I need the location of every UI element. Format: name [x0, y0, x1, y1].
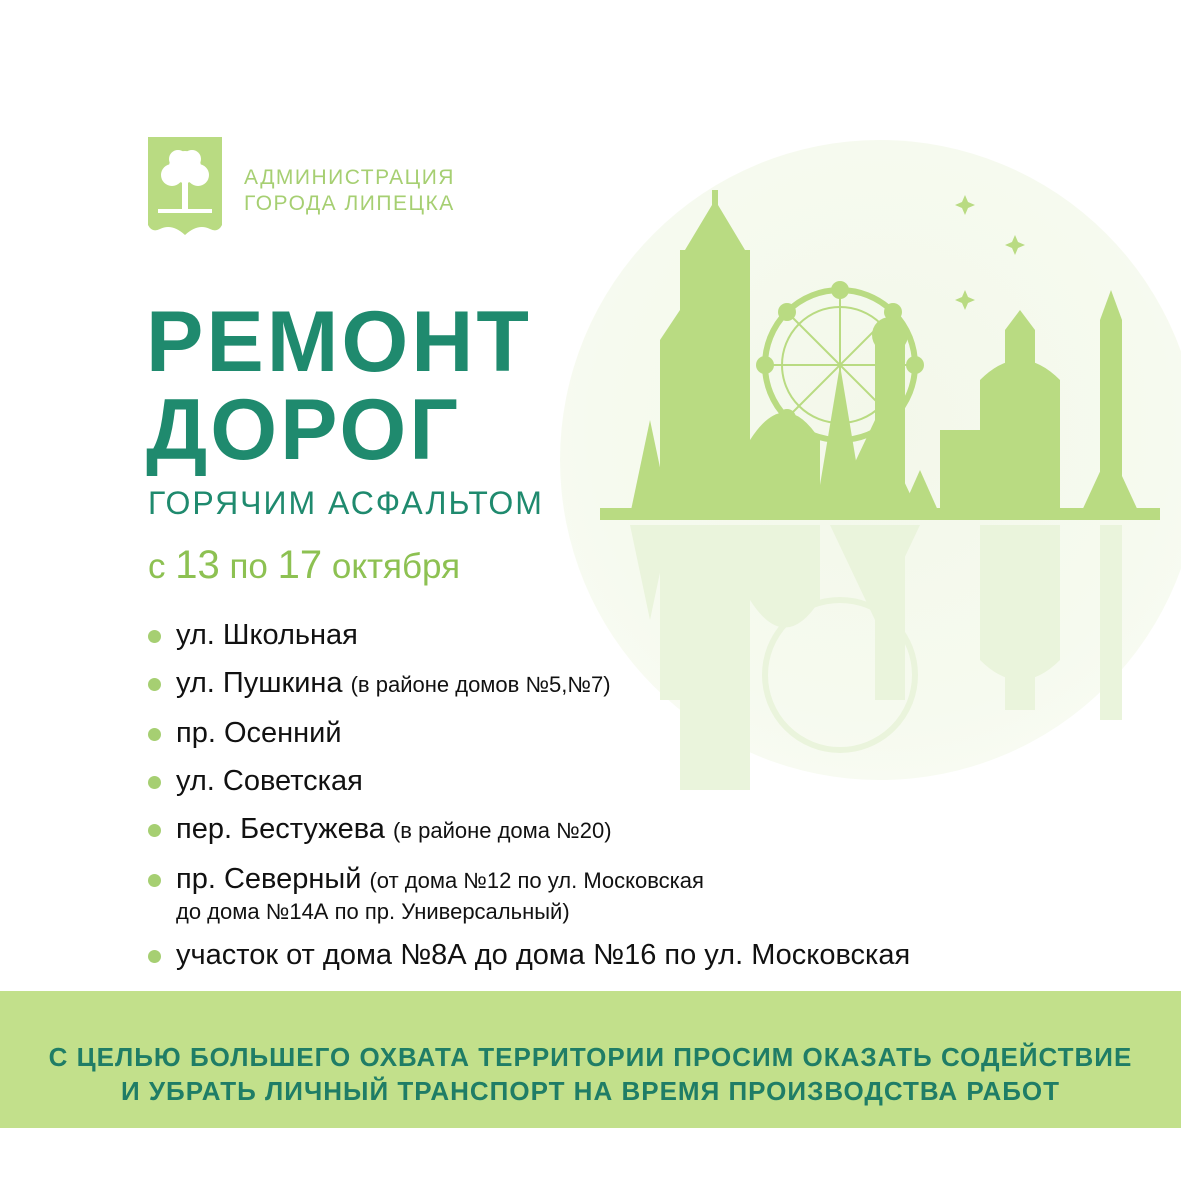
street-note-line2: до дома №14А по пр. Универсальный)	[176, 899, 570, 924]
list-item	[148, 812, 910, 848]
street-name: пр. Осенний	[176, 717, 342, 749]
list-item	[148, 716, 910, 750]
notice-line1: С ЦЕЛЬЮ БОЛЬШЕГО ОХВАТА ТЕРРИТОРИИ ПРОСИМ ОКАЗАТЬ СОДЕЙСТВИЕ	[48, 1042, 1133, 1072]
bullet-dot-icon	[148, 874, 161, 887]
date-end: 17	[277, 543, 323, 587]
street-name: ул. Пушкина	[176, 667, 343, 699]
list-item	[148, 938, 910, 972]
organization-name-line1: АДМИНИСТРАЦИЯ	[244, 166, 455, 189]
bullet-dot-icon	[148, 824, 161, 837]
street-name: ул. Школьная	[176, 619, 358, 651]
street-note: (от дома №12 по ул. Московская	[369, 868, 704, 893]
lipetsk-coat-of-arms-tree-icon	[148, 137, 222, 239]
date-range	[148, 543, 460, 588]
list-item	[148, 666, 910, 702]
title-line1: РЕМОНТ	[146, 294, 532, 390]
date-middle: по	[229, 547, 268, 586]
title-line2: ДОРОГ	[146, 382, 462, 478]
street-name: ул. Советская	[176, 765, 363, 797]
bullet-dot-icon	[148, 630, 161, 643]
bullet-dot-icon	[148, 950, 161, 963]
notice-line2: И УБРАТЬ ЛИЧНЫЙ ТРАНСПОРТ НА ВРЕМЯ ПРОИЗВОДСТВА РАБОТ	[120, 1076, 1061, 1106]
subtitle: ГОРЯЧИМ АСФАЛЬТОМ	[148, 485, 544, 521]
organization-name	[244, 165, 455, 217]
bullet-dot-icon	[148, 728, 161, 741]
bullet-dot-icon	[148, 776, 161, 789]
street-note: (в районе домов №5,№7)	[350, 672, 611, 697]
list-item	[148, 862, 910, 926]
list-item	[148, 618, 910, 652]
bullet-dot-icon	[148, 678, 161, 691]
street-name: пер. Бестужева	[176, 813, 385, 845]
street-list	[148, 618, 910, 986]
date-prefix: с	[148, 547, 166, 586]
page-title	[146, 294, 532, 478]
organization-name-line2: ГОРОДА ЛИПЕЦКА	[244, 192, 455, 215]
notice-banner-text	[0, 1040, 1181, 1108]
list-item	[148, 764, 910, 798]
street-name: участок от дома №8А до дома №16 по ул. Московская	[176, 939, 911, 971]
date-start: 13	[175, 543, 220, 587]
date-month: октября	[331, 547, 461, 586]
street-name: пр. Северный	[176, 863, 362, 895]
street-note: (в районе дома №20)	[392, 818, 612, 843]
